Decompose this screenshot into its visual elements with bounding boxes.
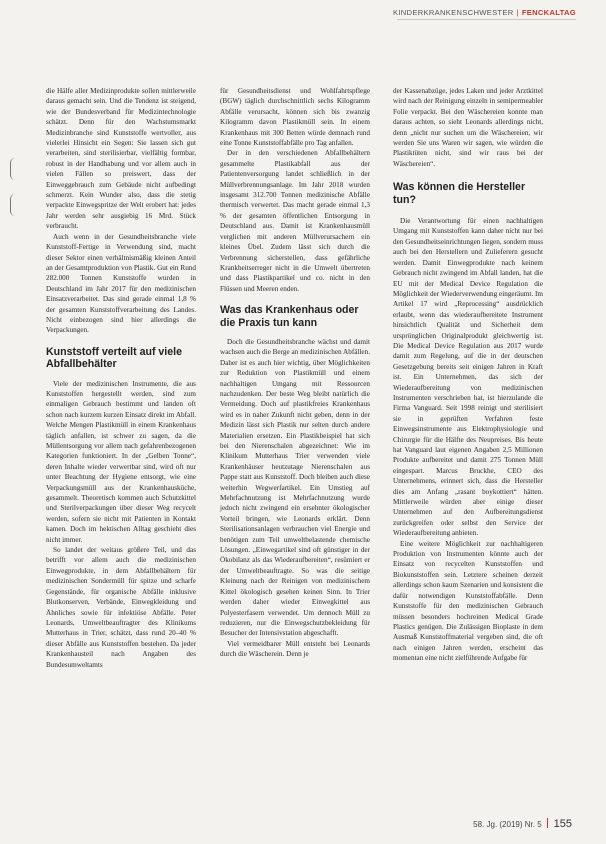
- subheading: Was das Krankenhaus oder die Praxis tun kann: [220, 304, 359, 329]
- paragraph: der Kassenabzüge, jedes Laken und jeder Arztkittel wird nach der Reinigung einzeln in semipermeabler Folie verpackt. Bei den Wäschereien konnte man daraus achten, so sieht Leonards allerdings nicht, denn „nicht nur suchen um die Wäschereien, wir werden Sie uns Waren wir sagen, wie würden die Plastiktüten nicht, sind wir raus bei der Wäschereien“.: [393, 87, 543, 168]
- paragraph: So landet der weitaus größere Teil, und das betrifft vor allem auch die medizinischen Einwegprodukte, in dem Abfallbehältern für medizinischen Sondermüll für spitze und scharfe Gegenstände, für organische Abfälle inklusive Blutkonserven, Verbände, Einwegkleidung und Ähnliches sowie für infektiöse Abfälle. Peter Leonards, Umweltbeauftragter des Klinikums Mutterhaus in Trier, schätzt, dass rund 20–40 % dieser Abfälle aus Kunststoffen bestehen. Da jeder Krankenhausteil nach Angaben des Bundesumweltamts: [46, 546, 196, 669]
- paragraph: Die Verantwortung für einen nachhaltigen Umgang mit Kunststoffen kann daher nicht nur bei den Gesundheitseinrichtungen liegen, sondern muss auch bei den Herstellern und Zulieferern gesucht werden. Damit Einwegprodukte nach keinem Gebrauch nicht zwingend im Abfall landen, hat die EU mit der Medical Device Regulation die Möglichkeit der Wiederverwendung eingeräumt. Im Artikel 17 wird „Reprocessing“ ausdrücklich erlaubt, wenn das wiederaufbereitete Instrument hinsichtlich Qualität und Sicherheit dem ursprünglichen Originalprodukt gleichwertig ist. Die Medical Device Regulation aus 2017 wurde damit zum Regelung, auf die in der deutschen Gesetzgebung bereits seit einigen Jahren in Kraft ist. Ein Unternehmen, das sich der Wiederaufbereitung von medizinischen Instrumenten verschrieben hat, ist hierzulande die Firma Vanguard. Seit 1998 reinigt und sterilisiert sie in geprüften Verfahren feste Einwegsinstrumente aus Elektrophysiologie und Chirurgie für die Hälfte des Neupreises. Bis heute hat Vanguard laut eigenen Angaben 2,5 Millionen Produkte aufbereitet und damit 275 Tonnen Müll eingespart. Marcus Bruckhe, CEO des Unternehmens, erinnert sich, dass die Hersteller dies am Anfang „rasant boykottiert“ hätten. Mittlerweile würden aber einige dieser Unternehmen auf den Aufbereitungsdienst zurückgreifen oder selbst den Service der Wiederaufbereitung anbieten.: [393, 217, 543, 538]
- header-separator: |: [516, 8, 519, 17]
- paragraph: Viel vermeidbarer Müll entsteht bei Leonards durch die Wäscherein. Denn je: [220, 639, 370, 659]
- paragraph: Viele der medizinischen Instrumente, die aus Kunststoffen hergestellt werden, sind zum einmaligen Gebrauch bestimmt und landen oft schon nach kurzem kurzen Einsatz direkt im Abfall. Welche Mengen Plastikmüll in einem Krankenhaus täglich anfallen, ist schwer zu sagen, da die Müllentsorgung vor allem nach gefahrenbezogenen Kategorien funktioniert. In der „Gelben Tonne“, deren Inhalte wieder verwertbar sind, wird oft nur unter Beachtung der Hygiene entsorgt, wie eine Verpackungsmüll aus der Krankenhausküche, gesammelt. Theoretisch kommen auch Schutzkittel und Sterilverpackungen über dieser Weg recycelt werden, sofern sie nicht mit Patienten in Kontakt kamen. Doch im hektischen Alltag geschieht dies nicht immer.: [46, 379, 196, 544]
- text-column-3: [393, 86, 543, 664]
- paragraph: Eine weitere Möglichkeit zur nachhaltigeren Produktion von Instrumenten könnte auch der Einsatz von recycelten Kunststoffen und Biokunststoffen sein. Letztere scheinen derzeit allerdings schon kaum Szenarien und konsistent die dafür notwendigen Kunststoffabfälle. Denn Kunststoffe für den medizinischen Gebrauch müssen besonders hochreinen Medical Grade Plastics genügen. Die Zulässigen Bioplaste in dem Ausmaß Kunststoffmaterial vergeben sind, die oft nach einigen Jahren werden, erscheint das momentan eine nicht zielführende Aufgabe für: [393, 539, 543, 663]
- subheading: Was können die Hersteller tun?: [393, 181, 526, 206]
- text-column-2: [220, 86, 370, 660]
- footer-divider: [547, 818, 548, 828]
- header-rule: [397, 19, 576, 20]
- magazine-name: KINDERKRANKENSCHWESTER: [393, 8, 514, 17]
- page-footer: [473, 818, 572, 830]
- subheading: Kunststoff verteilt auf viele Abfallbehälter: [46, 345, 182, 371]
- margin-mark-icon: [10, 194, 16, 216]
- text-column-1: [46, 86, 196, 670]
- paragraph: Doch die Gesundheitsbranche wächst und damit wachsen auch die Berge an medizinischen Abfällen. Daher ist es auch hier wichtig, über Möglichkeiten zur Reduktion von Plastikmüll und einem nachhaltigen Umgang mit Ressourcen nachzudenken. Der beste Weg bleibt natürlich die Vermeidung. Doch auf plastikfreies Krankenhaus wird es in naher Zukunft nicht geben, denn in der Medizin lässt sich Plastik nur selten durch andere Materialien ersetzen. Ein Plastikbeispiel hat sich bei den Nierenschalen abgezeichnet: Wie im Klinikum Mutterhaus Trier verwenden viele Krankenhäuser heutzutage Nierenschalen aus Pappe statt aus Kunststoff. Doch bleiben auch diese weiterhin Wegwerfartikel. Ein Umstieg auf Mehrfachnutzung ist Mehrfachnutzung wurde jedoch nicht zwingend ein ersehnter ökologischer Vorteil bringen, wie Leonards erklärt. Denn Sterilisationsanlagen verbrauchen viel Energie und benötigen zum Teil umweltbelastende chemische Lösungen. „Einwegartikel sind oft günstiger in der Ökobilanz als das Wiederaufbereiten“, resümiert er der Umweltbeauftragte. So was die seitige Kleinung nach der Reinigen von medizinischem Kittel ökologisch gesehen keinen Sinn. In Trier werden daher wieder Einwegkittel aus Polyesterfasern verwendet. Um dennoch Müll zu reduzieren, nur die Einwegschutzbekleidung für Besucher der Intensivstation abgeschafft.: [220, 337, 370, 638]
- issue-info: 58. Jg. (2019) Nr. 5: [473, 820, 542, 829]
- paragraph: für Gesundheitsdienst und Wohlfahrtspflege (BGW) täglich durchschnittlich sechs Kilogramm Abfälle verursacht, können sich bis zwanzig Kilogramm davon Plastikmüll sein. In einem Krankenhaus mit 300 Betten würde demnach rund eine Tonne Kunststoffabfälle pro Tag anfallen.: [220, 87, 370, 148]
- paragraph: Der in den verschiedenen Abfallbehältern gesammelte Plastikabfall aus der Patientenversorgung landet schließlich in der Müllverbrennungsanlage. Im Jahr 2018 wurden insgesamt 312.700 Tonnen medizinische Abfälle thermisch verwertet. Das macht gerade einmal 1,3 % der gesamten öffentlichen Entsorgung in Deutschland aus. Damit ist Krankenhausmüll verglichen mit anderen Müllverursachern ein kleines Übel. Zudem lässt sich durch die Verbrennung sicherstellen, dass gefährliche Krankheitserreger nicht in die Umwelt übertreten und dass Plastikpartikel und co. nicht in den Flüssen und Meeren enden.: [220, 149, 370, 293]
- running-header: [393, 8, 576, 17]
- paragraph: Auch wenn in der Gesundheitsbranche viele Kunststoff-Fertige in Verwendung sind, macht dieser Sektor einen verhältnismäßig kleinen Anteil an der Gesamtproduktion von Plastik. Gut ein Rund 282.000 Tonnen Kunststoffe wurden in Deutschland im Jahr 2017 für den medizinischen Einsatzverarbeitet. Das sind gerade einmal 1,8 % der gesamten Kunststoffverarbeitung des Landes. Nicht einbezogen sind hier allerdings die Verpackungen.: [46, 232, 196, 335]
- paragraph: die Hälfe aller Medizinprodukte sollen mittlerweile daraus gemacht sein. Und die Tendenz ist steigend, wie der Bundesverband für Medizintechnologie schätzt. Denn für den Wachstumsmarkt Medizinbranche sind Kunststoffe wertvoller, aus vielerlei Hinsicht ein Segen: Sie lassen sich gut verarbeiten, sind sterilisierbar, vielfältig formbar, robust in der Handhabung und vor allem auch in vielen Fällen so preiswert, dass der Einweggebrauch zum Gebäude nicht aufbedingt schmerzt. Kein Wunder also, dass die stetig verpackte Einwegspritze der Welt erobert hat: jedes Jahr werden sehr ausgiebig 16 Mrd. Stück verbraucht.: [46, 87, 196, 231]
- margin-mark-icon: [10, 158, 16, 180]
- page-number: 155: [553, 818, 572, 830]
- section-name: FENCKALTAG: [521, 8, 576, 17]
